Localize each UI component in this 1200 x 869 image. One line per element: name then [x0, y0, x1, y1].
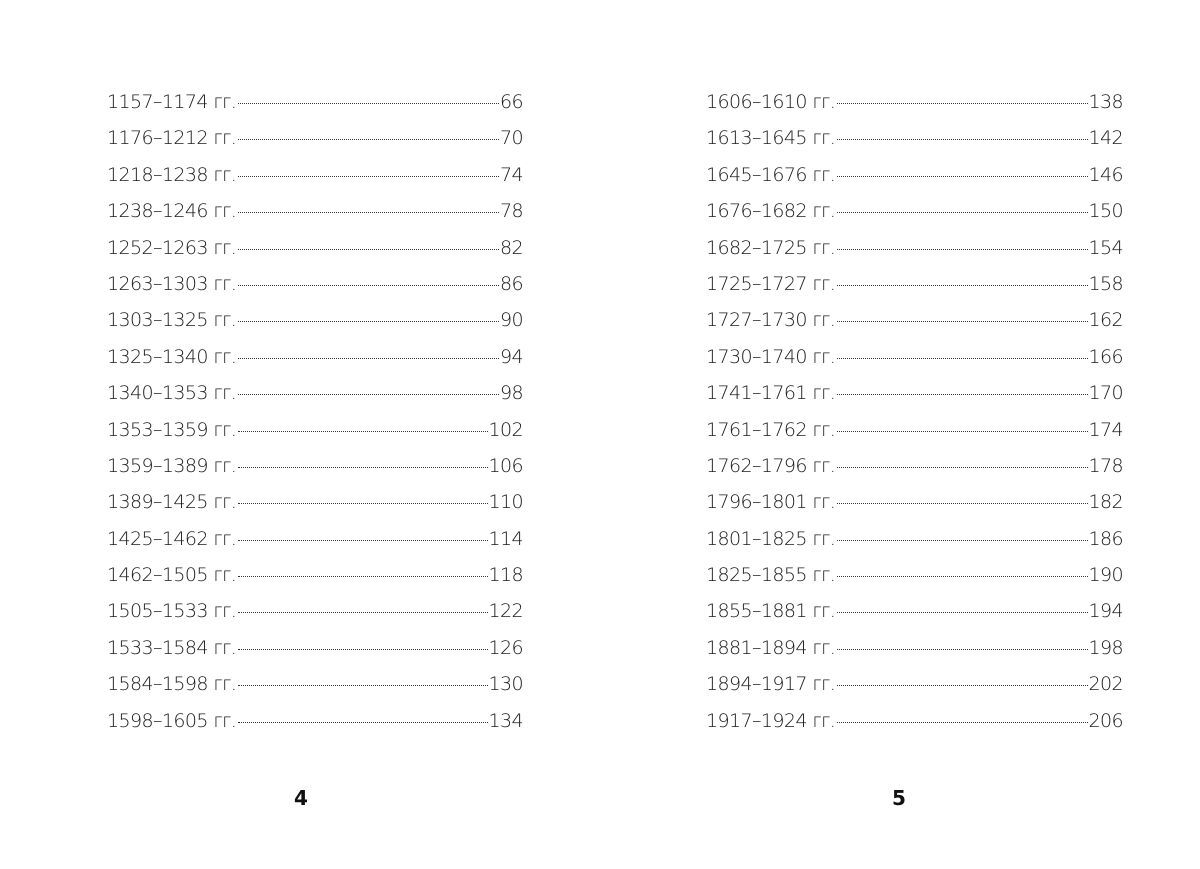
- toc-entry[interactable]: [107, 382, 523, 418]
- dot-leader: [238, 503, 487, 504]
- toc-entry-label: 1727–1730 гг.: [706, 309, 836, 332]
- toc-entry[interactable]: [706, 346, 1123, 382]
- toc-entry-page-number: 78: [500, 200, 523, 223]
- toc-entry-page-number: 90: [500, 309, 523, 332]
- toc-entry-label: 1176–1212 гг.: [107, 127, 237, 150]
- toc-entry[interactable]: [706, 200, 1123, 236]
- dot-leader: [238, 685, 487, 686]
- toc-entry[interactable]: [706, 419, 1123, 455]
- dot-leader: [238, 612, 487, 613]
- dot-leader: [238, 722, 487, 723]
- toc-entry-page-number: 142: [1088, 127, 1123, 150]
- dot-leader: [238, 285, 499, 286]
- toc-entry-label: 1894–1917 гг.: [706, 673, 836, 696]
- dot-leader: [837, 321, 1087, 322]
- toc-entry-page-number: 162: [1088, 309, 1123, 332]
- toc-entry-page-number: 154: [1088, 236, 1123, 259]
- toc-entry[interactable]: [706, 382, 1123, 418]
- toc-entry-page-number: 206: [1088, 709, 1123, 732]
- toc-entry[interactable]: [706, 127, 1123, 163]
- toc-entry[interactable]: [706, 455, 1123, 491]
- toc-entry-page-number: 110: [488, 491, 523, 514]
- toc-entry-label: 1252–1263 гг.: [107, 236, 237, 259]
- toc-entry-label: 1325–1340 гг.: [107, 345, 237, 368]
- dot-leader: [837, 139, 1087, 140]
- toc-entry-page-number: 158: [1088, 272, 1123, 295]
- dot-leader: [837, 467, 1087, 468]
- toc-entry-page-number: 134: [488, 709, 523, 732]
- toc-entry-page-number: 102: [488, 418, 523, 441]
- toc-entry[interactable]: [706, 710, 1123, 746]
- toc-entry-label: 1730–1740 гг.: [706, 345, 836, 368]
- toc-entry-page-number: 106: [488, 454, 523, 477]
- dot-leader: [238, 467, 487, 468]
- toc-entry-page-number: 174: [1088, 418, 1123, 441]
- right-page: [600, 0, 1200, 869]
- toc-entry-page-number: 150: [1088, 200, 1123, 223]
- toc-entry-label: 1682–1725 гг.: [706, 236, 836, 259]
- toc-entry-label: 1505–1533 гг.: [107, 600, 237, 623]
- dot-leader: [837, 394, 1087, 395]
- toc-entry-label: 1353–1359 гг.: [107, 418, 237, 441]
- toc-entry[interactable]: [706, 564, 1123, 600]
- toc-entry-page-number: 182: [1088, 491, 1123, 514]
- toc-entry[interactable]: [706, 309, 1123, 345]
- toc-entry-page-number: 146: [1088, 163, 1123, 186]
- toc-entry[interactable]: [107, 309, 523, 345]
- toc-entry-page-number: 98: [500, 382, 523, 405]
- dot-leader: [837, 285, 1087, 286]
- toc-entry[interactable]: [107, 419, 523, 455]
- toc-entry[interactable]: [107, 455, 523, 491]
- toc-entry[interactable]: [107, 637, 523, 673]
- toc-entry-label: 1761–1762 гг.: [706, 418, 836, 441]
- toc-entry-page-number: 178: [1088, 454, 1123, 477]
- toc-entry[interactable]: [107, 491, 523, 527]
- toc-entry[interactable]: [107, 673, 523, 709]
- toc-entry-page-number: 86: [500, 272, 523, 295]
- page-number: 4: [294, 786, 308, 810]
- toc-entry[interactable]: [107, 127, 523, 163]
- dot-leader: [238, 576, 487, 577]
- toc-entry-label: 1613–1645 гг.: [706, 127, 836, 150]
- toc-entry-label: 1825–1855 гг.: [706, 564, 836, 587]
- toc-entry[interactable]: [706, 164, 1123, 200]
- toc-entry-page-number: 166: [1088, 345, 1123, 368]
- dot-leader: [837, 649, 1087, 650]
- toc-entry-page-number: 66: [500, 91, 523, 113]
- toc-entry[interactable]: [107, 237, 523, 273]
- dot-leader: [837, 358, 1087, 359]
- toc-entry[interactable]: [706, 237, 1123, 273]
- dot-leader: [238, 540, 487, 541]
- toc-entry-label: 1741–1761 гг.: [706, 382, 836, 405]
- toc-entry-label: 1881–1894 гг.: [706, 636, 836, 659]
- toc-entry-page-number: 94: [500, 345, 523, 368]
- dot-leader: [837, 612, 1087, 613]
- toc-entry[interactable]: [706, 528, 1123, 564]
- toc-entry-label: 1796–1801 гг.: [706, 491, 836, 514]
- toc-entry-label: 1425–1462 гг.: [107, 527, 237, 550]
- toc-entry-page-number: 82: [500, 236, 523, 259]
- toc-entry-label: 1855–1881 гг.: [706, 600, 836, 623]
- toc-entry[interactable]: [107, 273, 523, 309]
- table-of-contents: [107, 91, 523, 746]
- toc-entry[interactable]: [706, 637, 1123, 673]
- dot-leader: [238, 321, 499, 322]
- dot-leader: [238, 139, 499, 140]
- dot-leader: [837, 576, 1087, 577]
- dot-leader: [837, 249, 1087, 250]
- toc-entry-label: 1533–1584 гг.: [107, 636, 237, 659]
- toc-entry-label: 1917–1924 гг.: [706, 709, 836, 732]
- toc-entry[interactable]: [706, 491, 1123, 527]
- toc-entry-label: 1157–1174 гг.: [107, 91, 237, 113]
- toc-entry-page-number: 194: [1088, 600, 1123, 623]
- dot-leader: [837, 103, 1087, 104]
- dot-leader: [837, 722, 1087, 723]
- toc-entry-page-number: 186: [1088, 527, 1123, 550]
- page-number: 5: [892, 786, 906, 810]
- dot-leader: [238, 431, 487, 432]
- toc-entry[interactable]: [107, 91, 523, 127]
- dot-leader: [238, 649, 487, 650]
- toc-entry-label: 1340–1353 гг.: [107, 382, 237, 405]
- toc-entry[interactable]: [706, 673, 1123, 709]
- toc-entry-label: 1725–1727 гг.: [706, 272, 836, 295]
- toc-entry-page-number: 138: [1088, 91, 1123, 113]
- toc-entry[interactable]: [107, 564, 523, 600]
- dot-leader: [837, 176, 1087, 177]
- toc-entry-page-number: 198: [1088, 636, 1123, 659]
- dot-leader: [238, 176, 499, 177]
- table-of-contents: [706, 91, 1123, 746]
- toc-entry[interactable]: [107, 200, 523, 236]
- toc-entry-label: 1359–1389 гг.: [107, 454, 237, 477]
- dot-leader: [837, 503, 1087, 504]
- toc-entry-label: 1303–1325 гг.: [107, 309, 237, 332]
- toc-entry-page-number: 114: [488, 527, 523, 550]
- toc-entry-label: 1645–1676 гг.: [706, 163, 836, 186]
- toc-entry-page-number: 70: [500, 127, 523, 150]
- toc-entry-page-number: 74: [500, 163, 523, 186]
- toc-entry-label: 1801–1825 гг.: [706, 527, 836, 550]
- toc-entry[interactable]: [706, 91, 1123, 127]
- toc-entry-page-number: 122: [488, 600, 523, 623]
- toc-entry-page-number: 170: [1088, 382, 1123, 405]
- toc-entry-page-number: 126: [488, 636, 523, 659]
- dot-leader: [837, 540, 1087, 541]
- dot-leader: [238, 358, 499, 359]
- toc-entry[interactable]: [706, 273, 1123, 309]
- toc-entry-label: 1762–1796 гг.: [706, 454, 836, 477]
- dot-leader: [238, 394, 499, 395]
- dot-leader: [837, 685, 1087, 686]
- toc-entry[interactable]: [706, 600, 1123, 636]
- toc-entry-label: 1676–1682 гг.: [706, 200, 836, 223]
- dot-leader: [837, 431, 1087, 432]
- toc-entry-label: 1389–1425 гг.: [107, 491, 237, 514]
- toc-entry-page-number: 130: [488, 673, 523, 696]
- toc-entry-label: 1584–1598 гг.: [107, 673, 237, 696]
- toc-entry-label: 1462–1505 гг.: [107, 564, 237, 587]
- dot-leader: [238, 212, 499, 213]
- toc-entry-page-number: 202: [1088, 673, 1123, 696]
- dot-leader: [238, 103, 499, 104]
- toc-entry-page-number: 190: [1088, 564, 1123, 587]
- toc-entry[interactable]: [107, 710, 523, 746]
- toc-entry[interactable]: [107, 600, 523, 636]
- toc-entry-page-number: 118: [488, 564, 523, 587]
- toc-entry-label: 1263–1303 гг.: [107, 272, 237, 295]
- dot-leader: [238, 249, 499, 250]
- toc-entry-label: 1218–1238 гг.: [107, 163, 237, 186]
- toc-entry-label: 1606–1610 гг.: [706, 91, 836, 113]
- toc-entry[interactable]: [107, 346, 523, 382]
- toc-entry[interactable]: [107, 528, 523, 564]
- toc-entry-label: 1238–1246 гг.: [107, 200, 237, 223]
- toc-entry[interactable]: [107, 164, 523, 200]
- toc-entry-label: 1598–1605 гг.: [107, 709, 237, 732]
- dot-leader: [837, 212, 1087, 213]
